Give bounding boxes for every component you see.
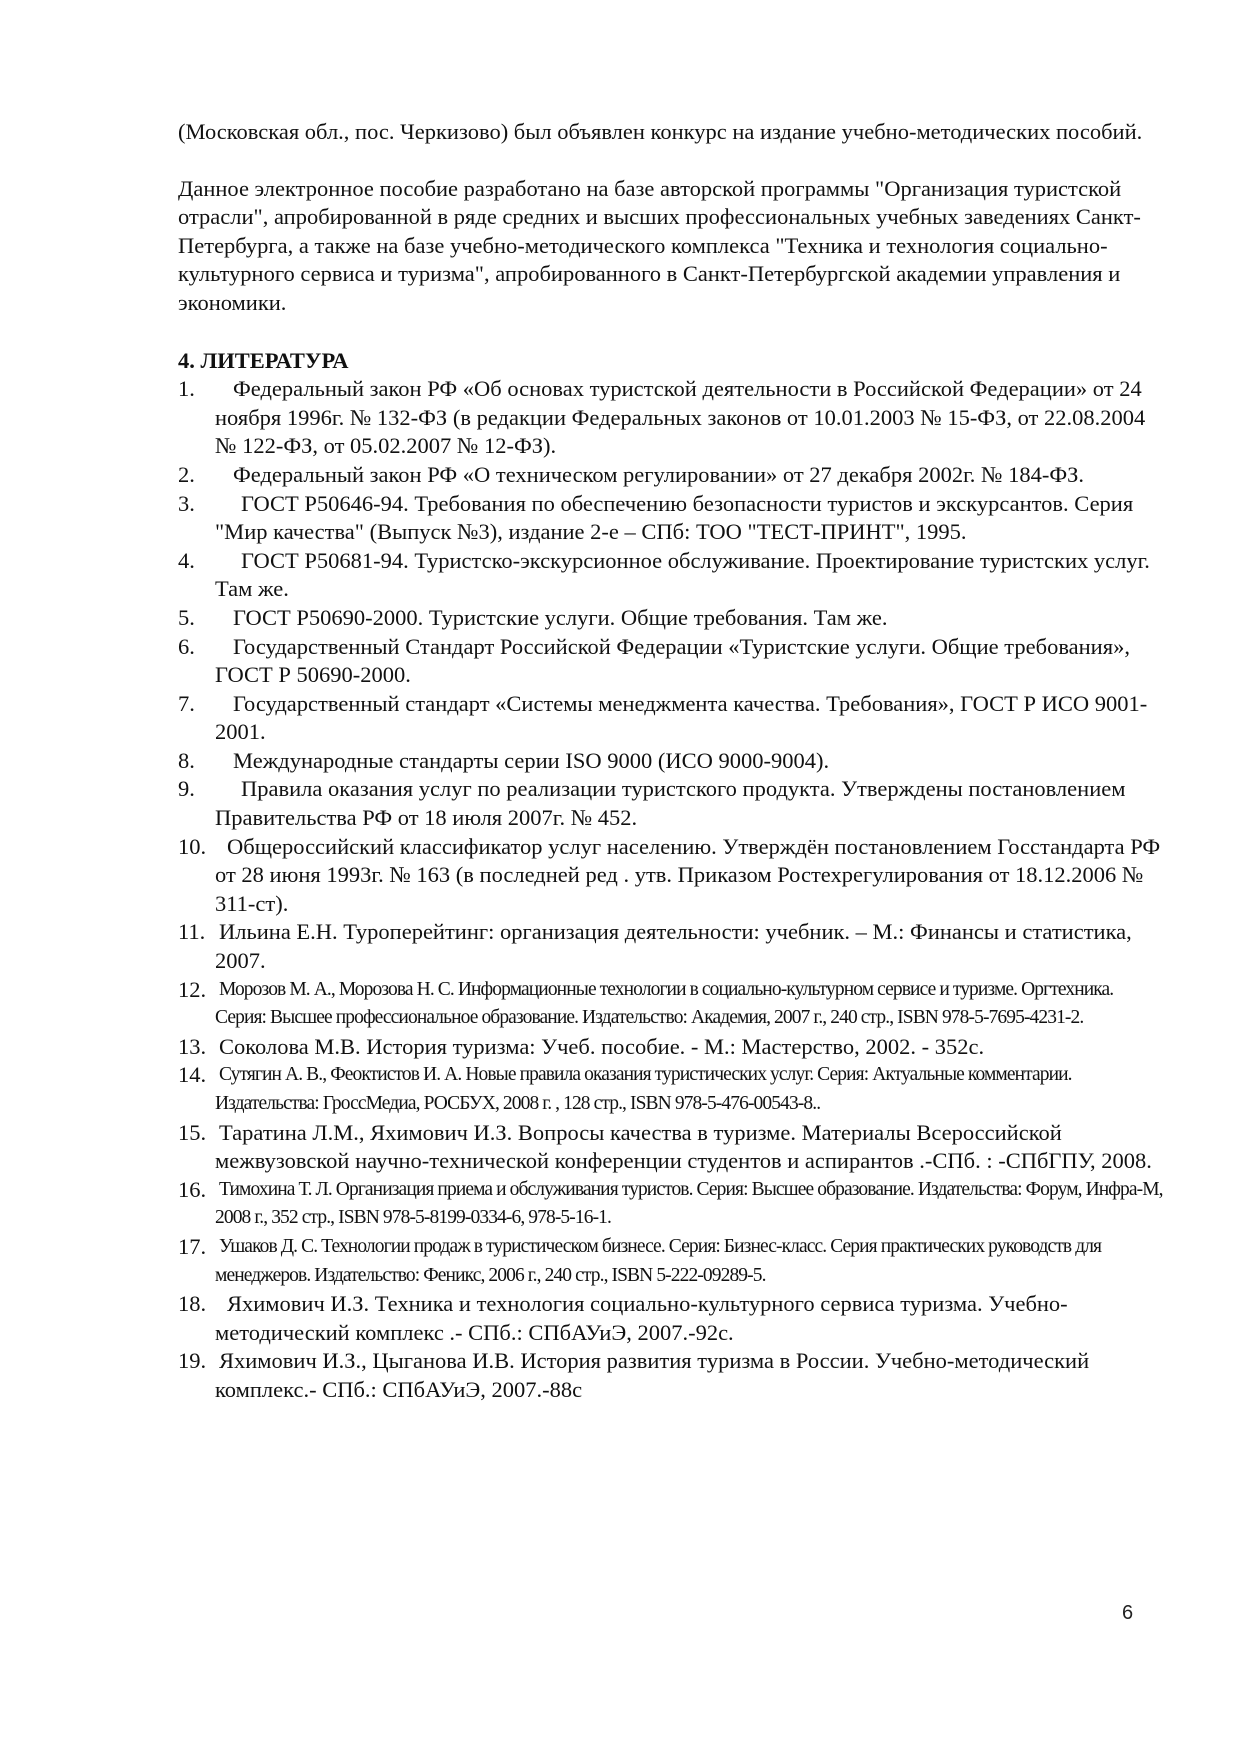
reference-item [178, 690, 1163, 747]
reference-item [178, 547, 1163, 604]
reference-item [178, 1347, 1163, 1404]
reference-list [178, 375, 1163, 1404]
intro-paragraph-1: (Московская обл., пос. Черкизово) был объявлен конкурс на издание учебно-методических пособий. [178, 119, 1143, 144]
reference-text: Международные стандарты серии ISO 9000 (ИСО 9000-9004). [233, 747, 830, 773]
reference-number: 9. [178, 776, 195, 802]
reference-text: Федеральный закон РФ «Об основах туристской деятельности в Российской Федерации» от 24 ноября 1996г. № 132-ФЗ (в редакции Федеральных законов от 10.01.2003 № 15-ФЗ, от 22.08.2004 № 122-ФЗ, от 05.02.2007 № 12-ФЗ). [215, 376, 1146, 459]
reference-item [178, 1119, 1163, 1176]
reference-item [178, 604, 1163, 633]
reference-text: Общероссийский классификатор услуг населению. Утверждён постановлением Госстандарта РФ от 28 июня 1993г. № 163 (в последней ред . утв. Приказом Ростехрегулирования от 18.12.2006 № 311-ст). [215, 833, 1161, 916]
reference-number: 7. [178, 690, 195, 716]
reference-text: Ушаков Д. С. Технологии продаж в туристическом бизнесе. Серия: Бизнес-класс. Серия практических руководств для менеджеров. Издательство: Феникс, 2006 г., 240 стр., ISBN 5-222-09289-5. [215, 1235, 1102, 1286]
page-content [178, 118, 1163, 1405]
reference-number: 14. [178, 1062, 207, 1088]
reference-text: Государственный стандарт «Системы менеджмента качества. Требования», ГОСТ Р ИСО 9001-2001. [215, 690, 1148, 745]
reference-number: 13. [178, 1033, 207, 1059]
reference-text: Государственный Стандарт Российской Федерации «Туристские услуги. Общие требования», ГОСТ Р 50690-2000. [215, 633, 1130, 688]
reference-number: 18. [178, 1291, 207, 1317]
reference-number: 12. [178, 976, 207, 1002]
reference-item [178, 1233, 1163, 1290]
reference-number: 8. [178, 747, 195, 773]
reference-item [178, 918, 1163, 975]
reference-text: Сутягин А. В., Феоктистов И. А. Новые правила оказания туристических услуг. Серия: Актуальные комментарии. Издательства: ГроссМедиа, РОСБУХ, 2008 г. , 128 стр., ISBN 978-5-476-00543-8.. [215, 1064, 1072, 1114]
reference-text: Морозов М. А., Морозова Н. С. Информационные технологии в социально-культурном сервисе и туризме. Оргтехника. Серия: Высшее профессиональное образование. Издательство: Академия, 2007 г., 240 стр., ISBN 978-5-7695-4231-2. [215, 978, 1114, 1029]
reference-text: Правила оказания услуг по реализации туристского продукта. Утверждены постановлением Правительства РФ от 18 июля 2007г. № 452. [215, 776, 1126, 831]
reference-text: Федеральный закон РФ «О техническом регулировании» от 27 декабря 2002г. № 184-ФЗ. [233, 461, 1085, 487]
reference-item [178, 633, 1163, 690]
reference-item [178, 461, 1163, 490]
reference-item [178, 1176, 1163, 1233]
reference-number: 10. [178, 833, 207, 859]
reference-number: 2. [178, 461, 195, 487]
reference-number: 19. [178, 1348, 207, 1374]
reference-text: Яхимович И.З., Цыганова И.В. История развития туризма в России. Учебно-методический комплекс.- СПб.: СПбАУиЭ, 2007.-88с [215, 1348, 1090, 1402]
reference-text: ГОСТ Р50646-94. Требования по обеспечению безопасности туристов и экскурсантов. Серия "Мир качества" (Выпуск №3), издание 2-е – СПб: ТОО "ТЕСТ-ПРИНТ", 1995. [215, 490, 1134, 545]
paragraph-gap [178, 147, 1163, 175]
reference-text: Соколова М.В. История туризма: Учеб. пособие. - М.: Мастерство, 2002. - 352с. [219, 1033, 985, 1059]
reference-number: 15. [178, 1119, 207, 1145]
reference-text: Яхимович И.З. Техника и технология социально-культурного сервиса туризма. Учебно-методический комплекс .- СПб.: СПбАУиЭ, 2007.-92с. [215, 1291, 1068, 1345]
reference-number: 17. [178, 1233, 207, 1259]
section-heading: 4. ЛИТЕРАТУРА [178, 347, 349, 373]
reference-item [178, 1290, 1163, 1347]
reference-item [178, 375, 1163, 461]
reference-item [178, 976, 1163, 1033]
reference-number: 4. [178, 547, 195, 573]
reference-text: Таратина Л.М., Яхимович И.З. Вопросы качества в туризме. Материалы Всероссийской межвузовской научно-технической конференции студентов и аспирантов .-СПб. : -СПбГПУ, 2008. [215, 1119, 1152, 1174]
intro-paragraph-2: Данное электронное пособие разработано на базе авторской программы "Организация туристской отрасли", апробированной в ряде средних и высших профессиональных учебных заведениях Санкт-Петербурга, а также на базе учебно-методического комплекса "Техника и технология социально-культурного сервиса и туризма", апробированного в Санкт-Петербургской академии управления и экономики. [178, 175, 1141, 315]
reference-item [178, 833, 1163, 919]
reference-text: Ильина Е.Н. Туроперейтинг: организация деятельности: учебник. – М.: Финансы и статистика, 2007. [215, 919, 1132, 974]
reference-item [178, 1061, 1163, 1118]
reference-text: Тимохина Т. Л. Организация приема и обслуживания туристов. Серия: Высшее образование. Издательства: Форум, Инфра-М, 2008 г., 352 стр., ISBN 978-5-8199-0334-6, 978-5-16-1. [215, 1178, 1163, 1229]
reference-number: 5. [178, 604, 195, 630]
reference-item [178, 747, 1163, 776]
reference-item [178, 490, 1163, 547]
reference-text: ГОСТ Р50690-2000. Туристские услуги. Общие требования. Там же. [233, 604, 888, 630]
reference-text: ГОСТ Р50681-94. Туристско-экскурсионное обслуживание. Проектирование туристских услуг. Там же. [215, 547, 1150, 602]
reference-number: 16. [178, 1176, 207, 1202]
reference-number: 3. [178, 490, 195, 516]
reference-item [178, 1033, 1163, 1062]
reference-number: 11. [178, 919, 206, 945]
reference-number: 1. [178, 376, 195, 402]
reference-number: 6. [178, 633, 195, 659]
page-number: 6 [1122, 1602, 1134, 1624]
reference-item [178, 775, 1163, 832]
